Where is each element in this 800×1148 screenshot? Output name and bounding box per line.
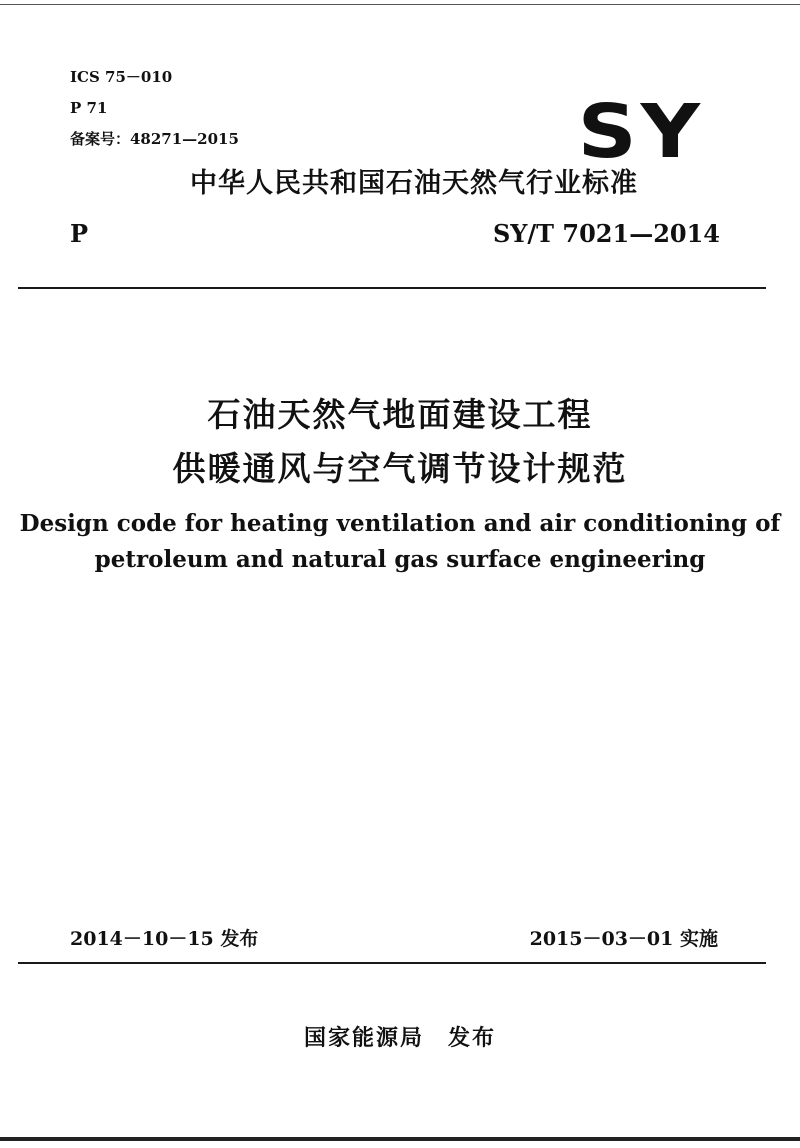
footer-divider [18, 962, 766, 964]
publisher: 国家能源局 发布 [303, 1026, 496, 1051]
issue-date: 2014－10－15 发布 [70, 928, 259, 950]
standard-category-title: 中华人民共和国石油天然气行业标准 [190, 168, 638, 199]
title-en-line1: Design code for heating ventilation and air conditioning of [19, 510, 781, 537]
scan-bottom-edge [0, 1137, 800, 1141]
effective-date: 2015－03－01 实施 [529, 928, 718, 950]
sy-logo: SY [577, 89, 704, 176]
standard-code: SY/T 7021—2014 [492, 219, 720, 248]
ics-number: ICS 75－010 [70, 68, 173, 86]
classification-letter: P [70, 219, 89, 248]
title-zh-line1: 石油天然气地面建设工程 [207, 395, 593, 434]
scan-top-edge [0, 4, 800, 5]
title-en-line2: petroleum and natural gas surface engineering [94, 546, 706, 573]
title-zh-line2: 供暖通风与空气调节设计规范 [172, 449, 628, 488]
record-number: 备案号：48271—2015 [70, 130, 239, 148]
header-divider [18, 287, 766, 289]
ccs-number: P 71 [70, 99, 108, 117]
